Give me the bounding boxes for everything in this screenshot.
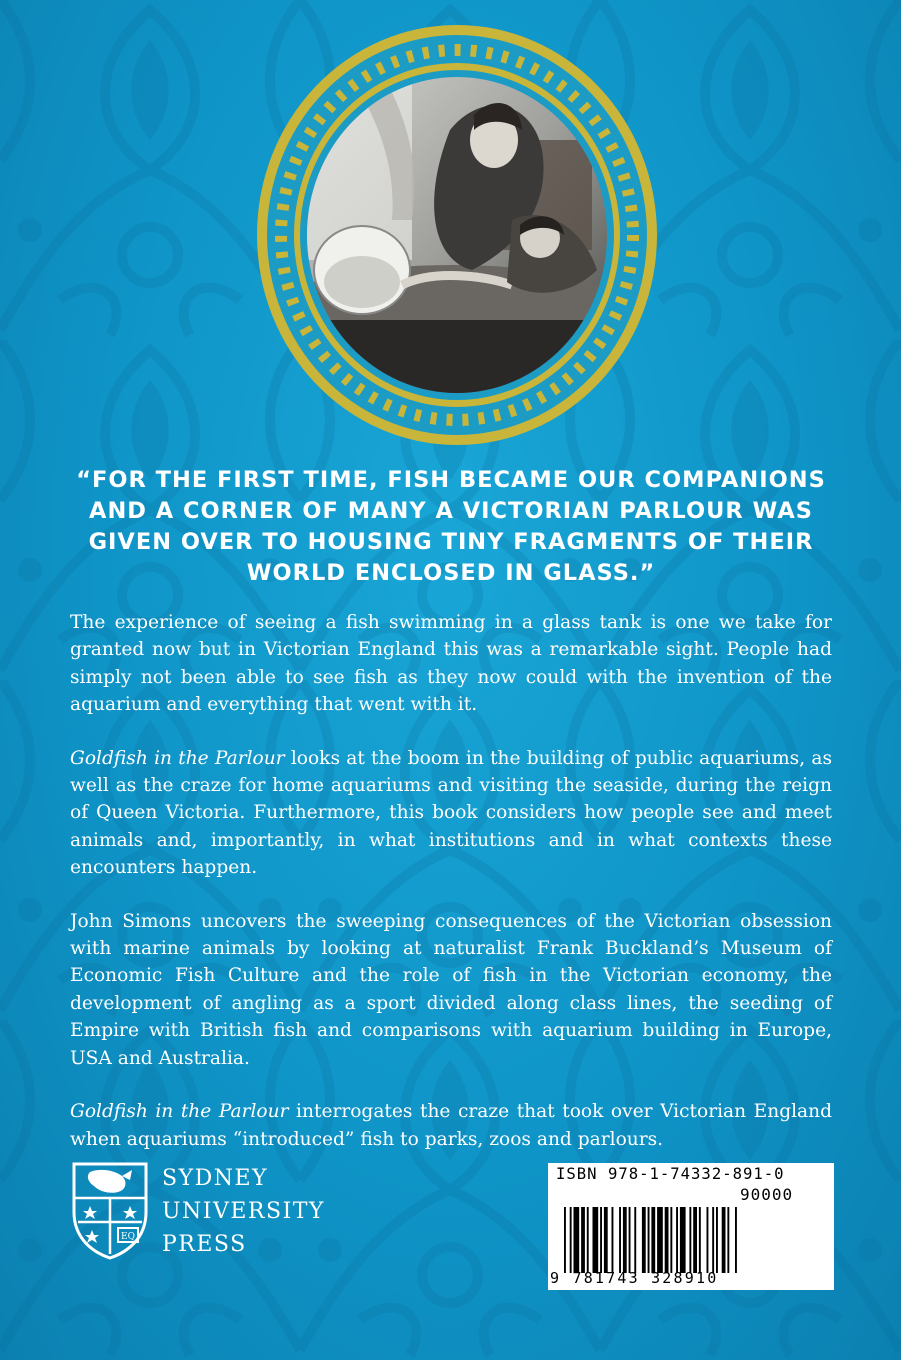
blurb-paragraph-2-text: looks at the boom in the building of public aquariums, as well as the craze for home aquariums and visiting the seaside, during the reign of Queen Victoria. Furthermore, this book considers how people see and meet animals and, importantly, in what institutions and in what contexts these encounters happen. xyxy=(70,747,832,879)
blurb-paragraph-3: John Simons uncovers the sweeping consequences of the Victorian obsession with marine animals by looking at naturalist Frank Buckland’s Museum of Economic Fish Culture and the role of fish in the Victorian economy, the development of angling as a sport divided along class lines, the seeding of Empire with British fish and comparisons with aquarium building in Europe, USA and Australia. xyxy=(70,910,832,1069)
blurb-paragraph-1: The experience of seeing a fish swimming in a glass tank is one we take for granted now but in Victorian England this was a remarkable sight. People had simply not been able to see fish as they now could with the invention of the aquarium and everything that went with it. xyxy=(70,612,832,716)
isbn-barcode xyxy=(548,1163,834,1290)
book-title-italic: Goldfish in the Parlour xyxy=(70,747,285,769)
blurb-paragraph-4 xyxy=(70,1098,832,1153)
publisher-name xyxy=(162,1162,325,1261)
price-code: 90000 xyxy=(740,1185,794,1204)
publisher-name-line-2: UNIVERSITY xyxy=(162,1199,325,1224)
publisher-name-line-1: SYDNEY xyxy=(162,1166,269,1191)
ean-digits: 9 781743 328910 xyxy=(550,1269,719,1287)
crest-book-text: EQ xyxy=(121,1232,135,1242)
pull-quote: “FOR THE FIRST TIME, FISH BECAME OUR COMPANIONS AND A CORNER OF MANY A VICTORIAN PARLOUR WAS GIVEN OVER TO HOUSING TINY FRAGMENTS OF THEIR WORLD ENCLOSED IN GLASS.” xyxy=(76,467,826,586)
book-title-italic: Goldfish in the Parlour xyxy=(70,1101,289,1123)
publisher-name-line-3: PRESS xyxy=(162,1232,247,1257)
blurb-paragraph-2 xyxy=(70,745,832,882)
university-crest-icon xyxy=(70,1160,150,1260)
blurb-paragraph-4-text: interrogates the craze that took over Victorian England when aquariums “introduced” fish to parks, zoos and parlours. xyxy=(70,1101,833,1150)
barcode-bars xyxy=(560,1207,828,1273)
publisher-imprint xyxy=(70,1160,370,1270)
isbn-number: ISBN 978-1-74332-891-0 xyxy=(556,1165,785,1183)
blurb-body xyxy=(70,609,832,1179)
medallion-illustration xyxy=(252,20,662,450)
